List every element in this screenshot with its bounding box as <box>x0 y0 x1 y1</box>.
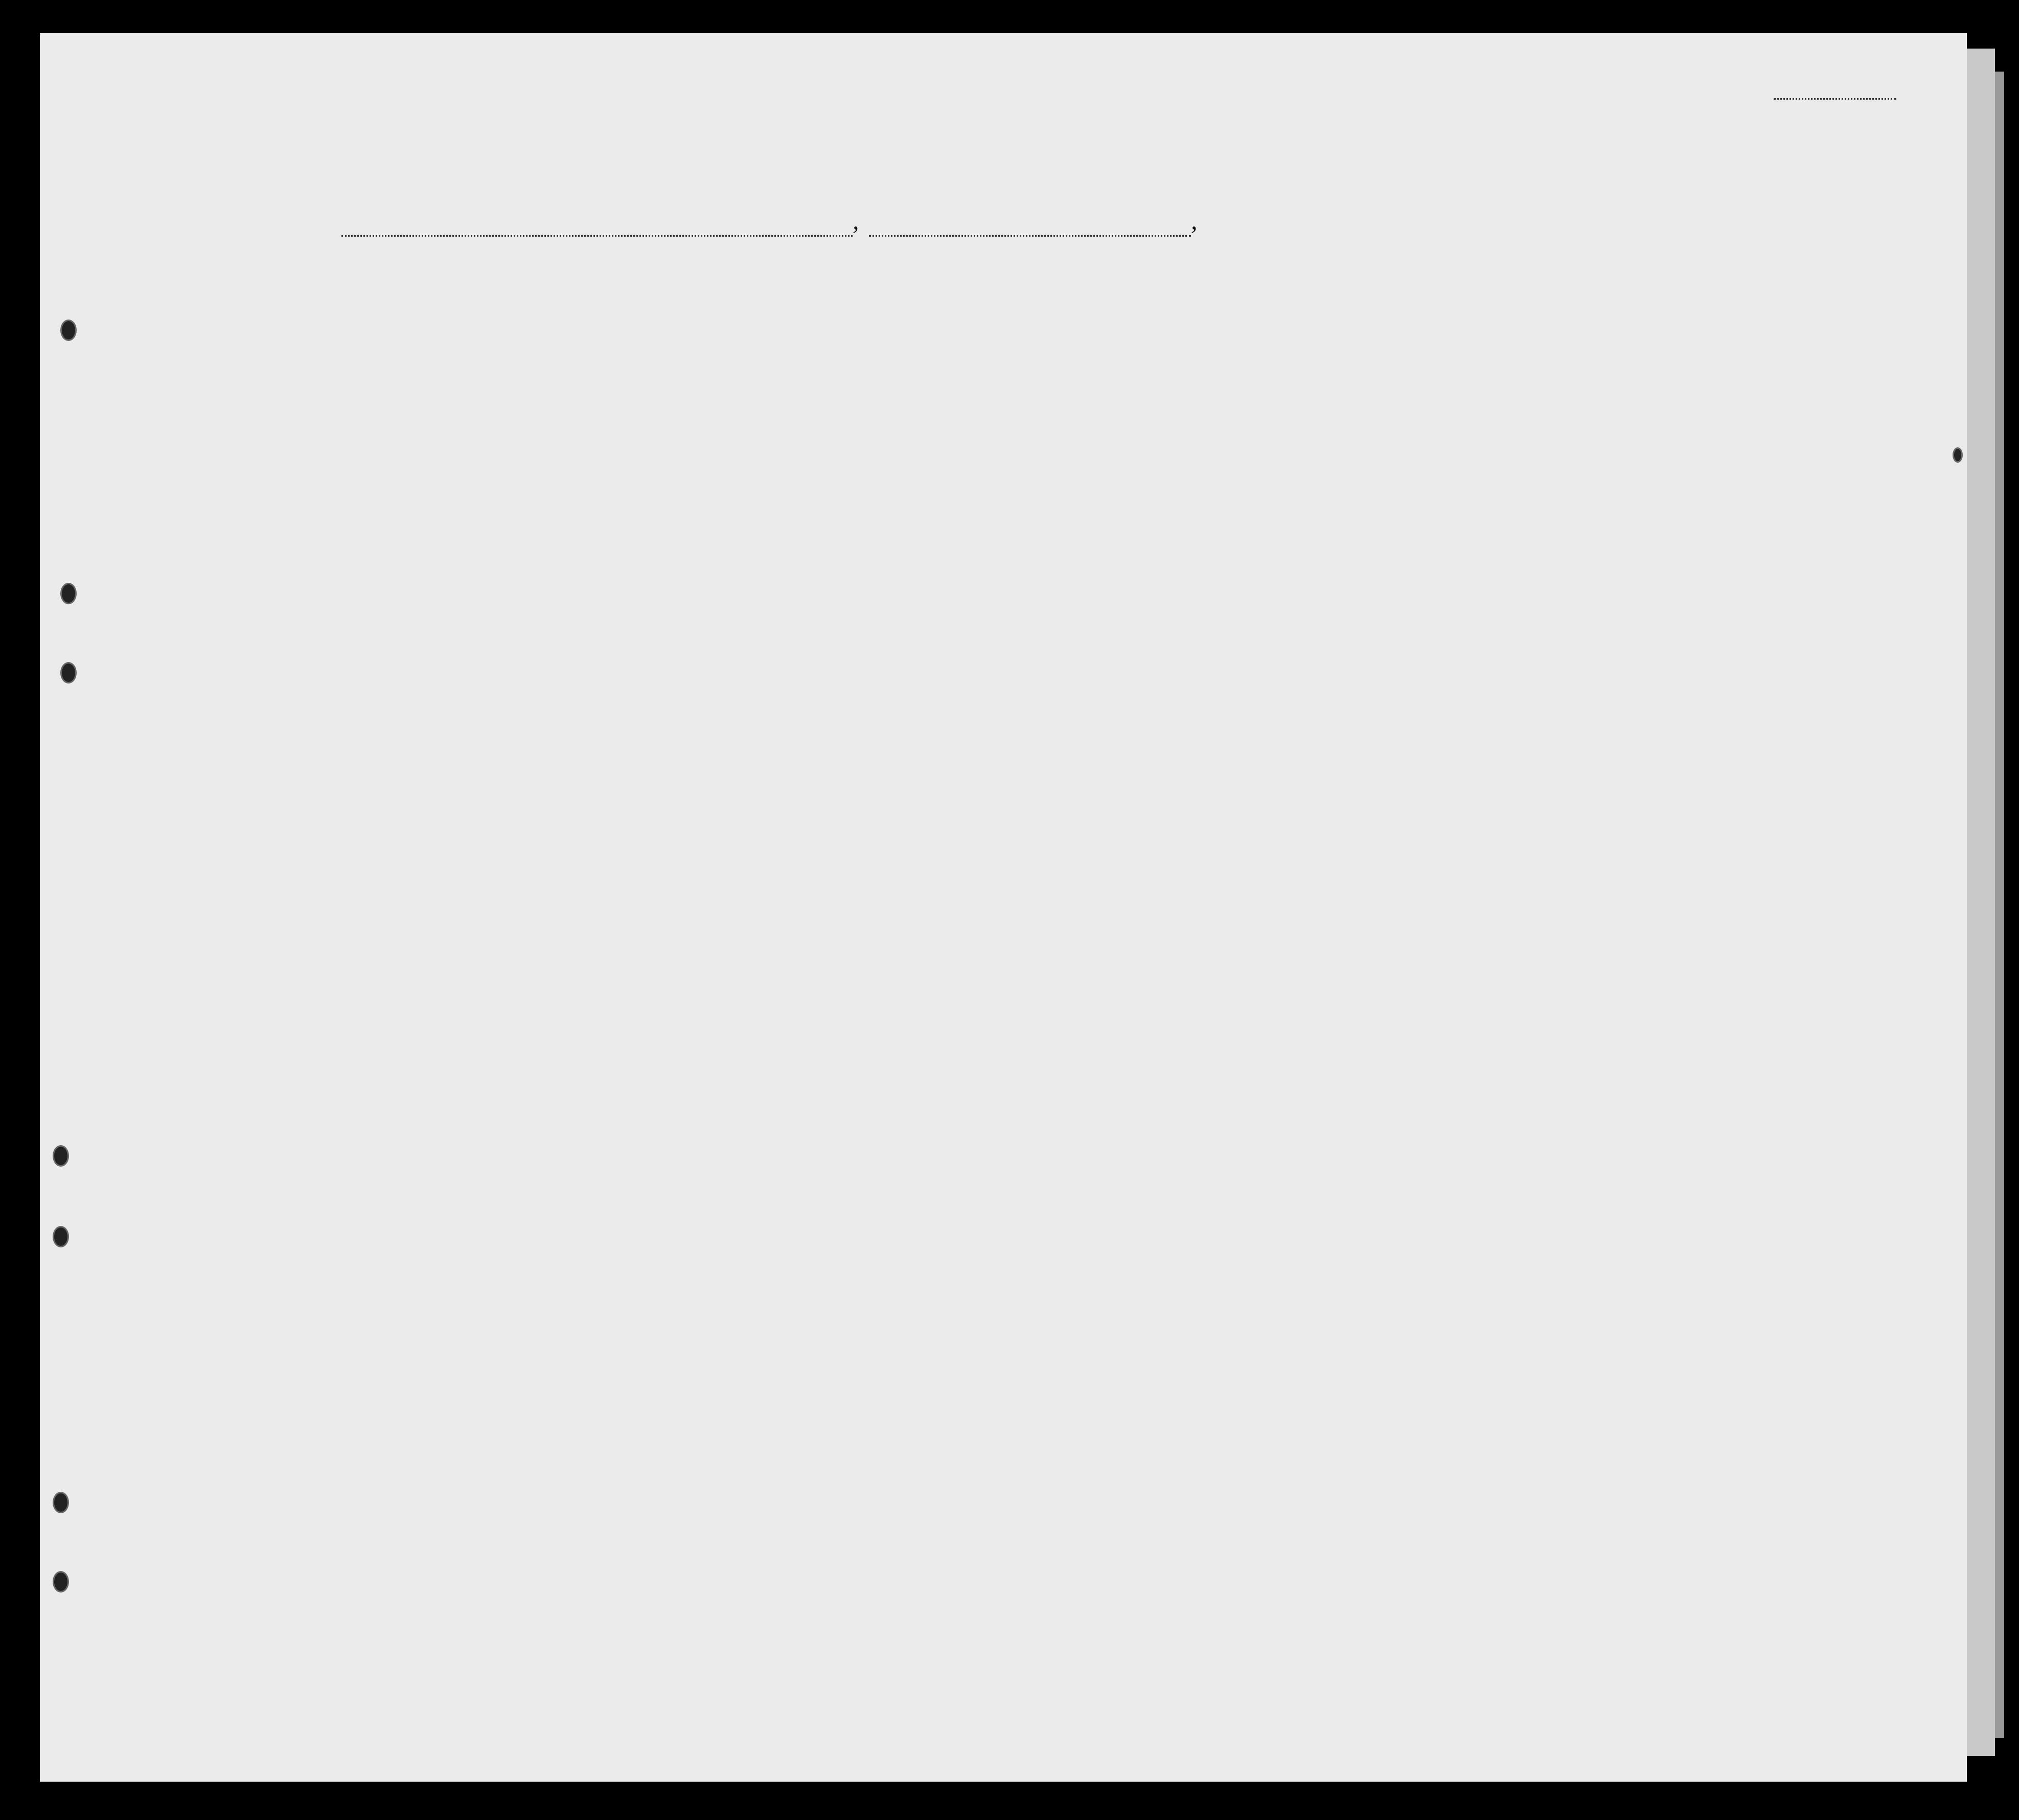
punch-hole <box>53 1145 69 1167</box>
punch-hole <box>60 662 77 684</box>
punch-hole <box>53 1226 69 1247</box>
comma-2: , <box>1191 206 1198 235</box>
punch-hole <box>53 1571 69 1592</box>
punch-hole <box>1953 447 1963 463</box>
comma-1: , <box>853 206 859 235</box>
punch-hole <box>60 583 77 604</box>
punch-hole <box>60 320 77 341</box>
punch-hole <box>53 1492 69 1513</box>
